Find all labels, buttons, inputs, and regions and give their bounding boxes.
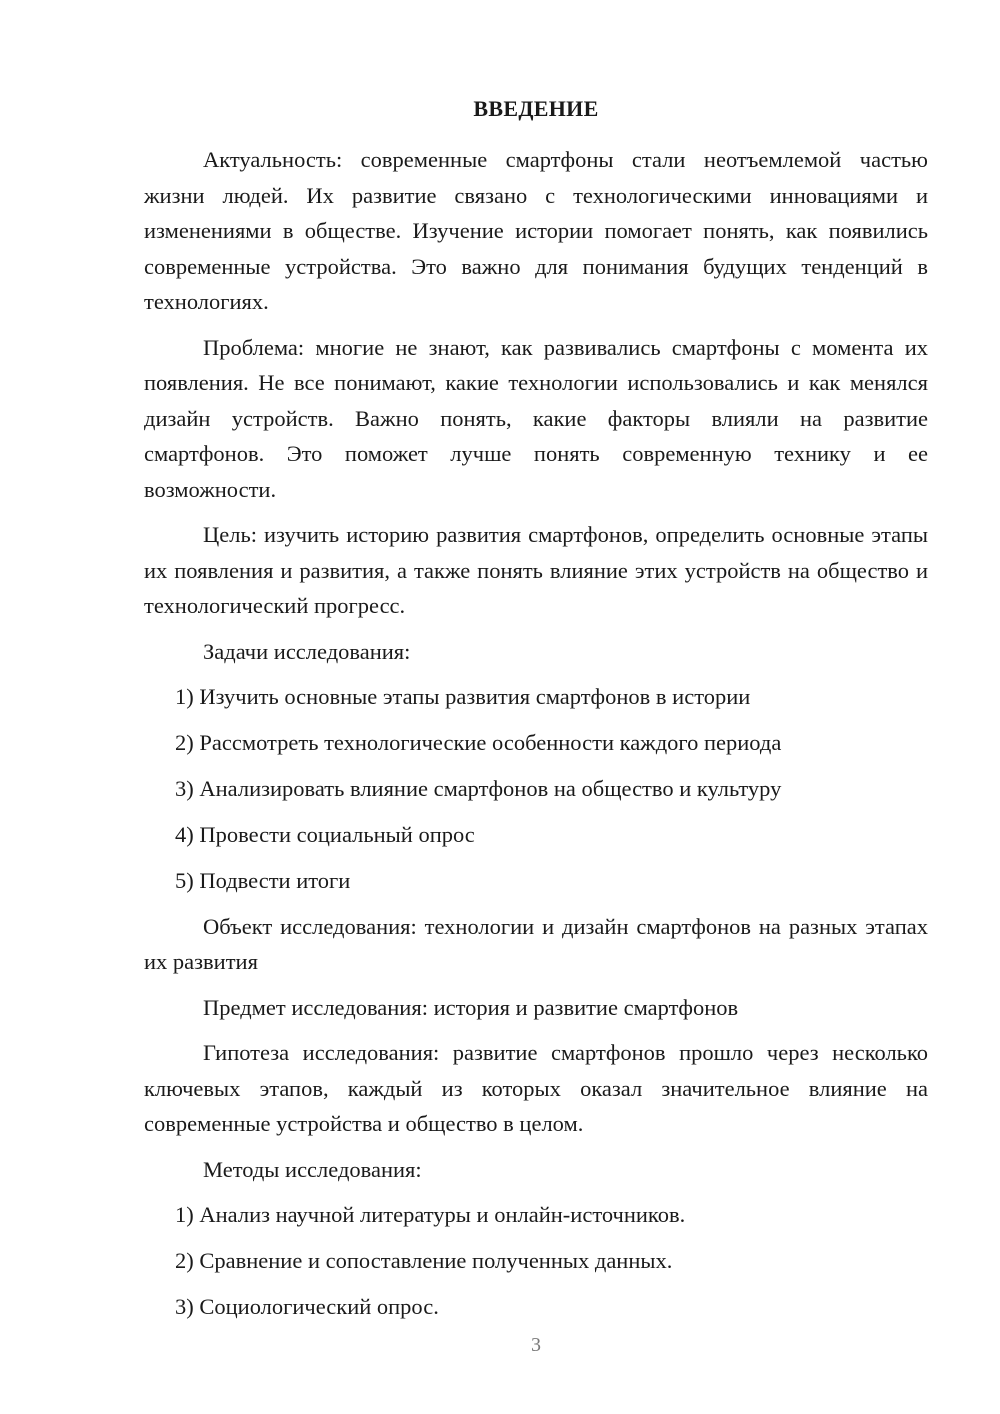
list-item: 4) Провести социальный опрос [175,822,475,847]
list-item: 2) Рассмотреть технологические особенности каждого периода [175,730,782,755]
list-item: 3) Социологический опрос. [175,1294,439,1319]
document-page [144,0,928,1414]
list-item: 2) Сравнение и сопоставление полученных данных. [175,1248,673,1273]
goal-paragraph: Цель: изучить историю развития смартфонов, определить основные этапы их появления и развития, а также понять влияние этих устройств на общество и технологический прогресс. [144,522,928,618]
list-item: 1) Изучить основные этапы развития смартфонов в истории [175,684,751,709]
problem-paragraph: Проблема: многие не знают, как развивались смартфоны с момента их появления. Не все понимают, какие технологии использовались и как менялся дизайн устройств. Важно понять, какие факторы влияли на развитие смартфонов. Это поможет лучше понять современную технику и ее возможности. [144,334,928,502]
hypothesis-paragraph: Гипотеза исследования: развитие смартфонов прошло через несколько ключевых этапов, каждый из которых оказал значительное влияние на современные устройства и общество в целом. [144,1040,928,1136]
methods-heading: Методы исследования: [203,1156,422,1182]
list-item: 5) Подвести итоги [175,868,351,893]
introduction-body [144,142,928,1335]
relevance-paragraph: Актуальность: современные смартфоны стали неотъемлемой частью жизни людей. Их развитие связано с технологическими инновациями и изменениями в обществе. Изучение истории помогает понять, как появились современные устройства. Это важно для понимания будущих тенденций в технологиях. [144,147,928,314]
page-number: 3 [531,1334,541,1356]
tasks-list [144,679,928,899]
tasks-heading: Задачи исследования: [203,638,411,664]
methods-list [144,1197,928,1325]
list-item: 3) Анализировать влияние смартфонов на общество и культуру [175,776,782,801]
subject-paragraph: Предмет исследования: история и развитие смартфонов [203,994,739,1020]
list-item: 1) Анализ научной литературы и онлайн-источников. [175,1202,686,1227]
page-title: ВВЕДЕНИЕ [473,96,599,121]
object-paragraph: Объект исследования: технологии и дизайн смартфонов на разных этапах их развития [144,913,928,974]
